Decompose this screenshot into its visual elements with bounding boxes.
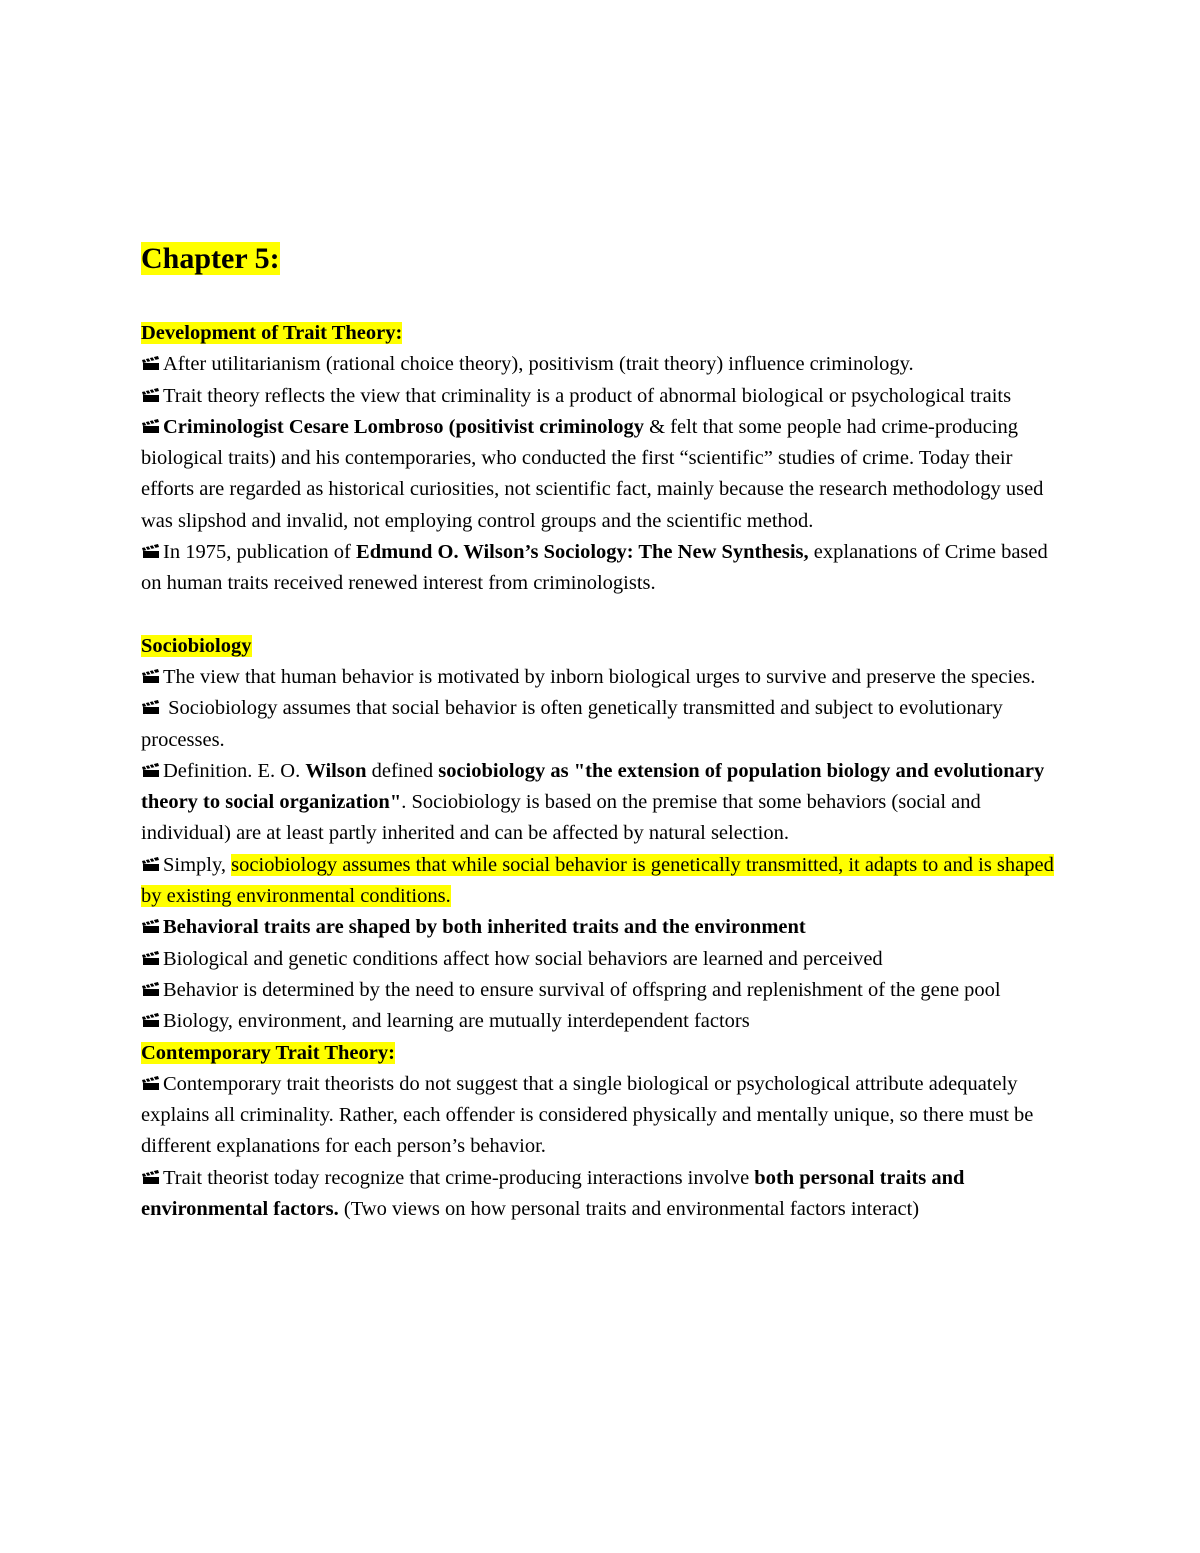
body-text: defined <box>366 759 439 782</box>
section-heading: Sociobiology <box>141 634 252 657</box>
bullet-item <box>141 662 1066 693</box>
body-text: Trait theorist today recognize that crime-producing interactions involve <box>163 1166 755 1189</box>
chapter-title: Chapter 5: <box>141 242 280 275</box>
body-text: Behavior is determined by the need to ensure survival of offspring and replenishment of the gene pool <box>163 978 1001 1001</box>
bullet-item <box>141 537 1066 600</box>
body-text: . Sociobiology is based on the premise that some behaviors (social and individual) are at least partly inherited and can be affected by natural selection. <box>141 791 981 845</box>
body-text: The view that human behavior is motivated by inborn biological urges to survive and preserve the species. <box>163 665 1036 688</box>
bold-text: Criminologist Cesare Lombroso (positivist criminology <box>163 415 644 438</box>
body-text: & felt that some people had crime-producing biological traits) and his contemporaries, who conducted the first “scientific” studies of crime. Today their efforts are regarded as historical curiosities, not scientific fact, mainly because the research methodology used was slipshod and invalid, not employing control groups and the scientific method. <box>141 415 1044 532</box>
body-text: Simply, <box>163 853 232 876</box>
body-text: Sociobiology assumes that social behavior is often genetically transmitted and subject to evolutionary processes. <box>141 697 1003 751</box>
clapperboard-icon <box>141 1075 161 1091</box>
clapperboard-icon <box>141 355 161 371</box>
body-text: Biology, environment, and learning are mutually interdependent factors <box>163 1010 750 1033</box>
bullet-item <box>141 944 1066 975</box>
clapperboard-icon <box>141 1012 161 1028</box>
section-heading: Development of Trait Theory: <box>141 322 403 344</box>
clapperboard-icon <box>141 856 161 872</box>
document-body <box>141 318 1066 1225</box>
bullet-item <box>141 1006 1066 1037</box>
bold-text: both personal traits and environmental factors. <box>141 1166 965 1221</box>
bullet-item <box>141 975 1066 1006</box>
bold-text: Edmund O. Wilson’s Sociology: The New Synthesis, <box>356 541 809 564</box>
clapperboard-icon <box>141 699 161 715</box>
clapperboard-icon <box>141 668 161 684</box>
body-text: After utilitarianism (rational choice theory), positivism (trait theory) influence criminology. <box>163 353 914 376</box>
bullet-item <box>141 850 1066 913</box>
bold-text: Wilson <box>305 759 367 782</box>
bullet-item <box>141 756 1066 850</box>
body-text: In 1975, publication of <box>163 541 357 564</box>
body-text: (Two views on how personal traits and environmental factors interact) <box>338 1198 920 1221</box>
bullet-item <box>141 693 1066 756</box>
section-spacer <box>141 600 1066 631</box>
clapperboard-icon <box>141 950 161 966</box>
body-text: Contemporary trait theorists do not suggest that a single biological or psychological attribute adequately explains all criminality. Rather, each offender is considered physically and mentally unique, so there must be different explanations for each person’s behavior. <box>141 1072 1034 1158</box>
bold-text: Behavioral traits are shaped by both inherited traits and the environment <box>163 916 806 939</box>
bold-text: sociobiology as "the extension of population biology and evolutionary theory to social organization" <box>141 759 1045 814</box>
document-page <box>141 238 1066 1225</box>
bullet-item <box>141 912 1066 943</box>
bullet-item <box>141 412 1066 537</box>
bullet-item <box>141 1069 1066 1163</box>
body-text: explanations of Crime based on human traits received renewed interest from criminologists. <box>141 541 1048 595</box>
bullet-item <box>141 349 1066 380</box>
bullet-item <box>141 1163 1066 1226</box>
clapperboard-icon <box>141 762 161 778</box>
clapperboard-icon <box>141 543 161 559</box>
clapperboard-icon <box>141 918 161 934</box>
clapperboard-icon <box>141 387 161 403</box>
clapperboard-icon <box>141 981 161 997</box>
highlighted-text: sociobiology assumes that while social behavior is genetically transmitted, it adapts to and is shaped by existing environmental conditions. <box>141 853 1054 908</box>
section-heading: Contemporary Trait Theory: <box>141 1041 395 1064</box>
body-text: Biological and genetic conditions affect how social behaviors are learned and perceived <box>163 947 883 970</box>
clapperboard-icon <box>141 418 161 434</box>
body-text: Trait theory reflects the view that criminality is a product of abnormal biological or psychological traits <box>163 384 1012 407</box>
bullet-item <box>141 381 1066 412</box>
body-text: Definition. E. O. <box>163 759 306 782</box>
clapperboard-icon <box>141 1169 161 1185</box>
